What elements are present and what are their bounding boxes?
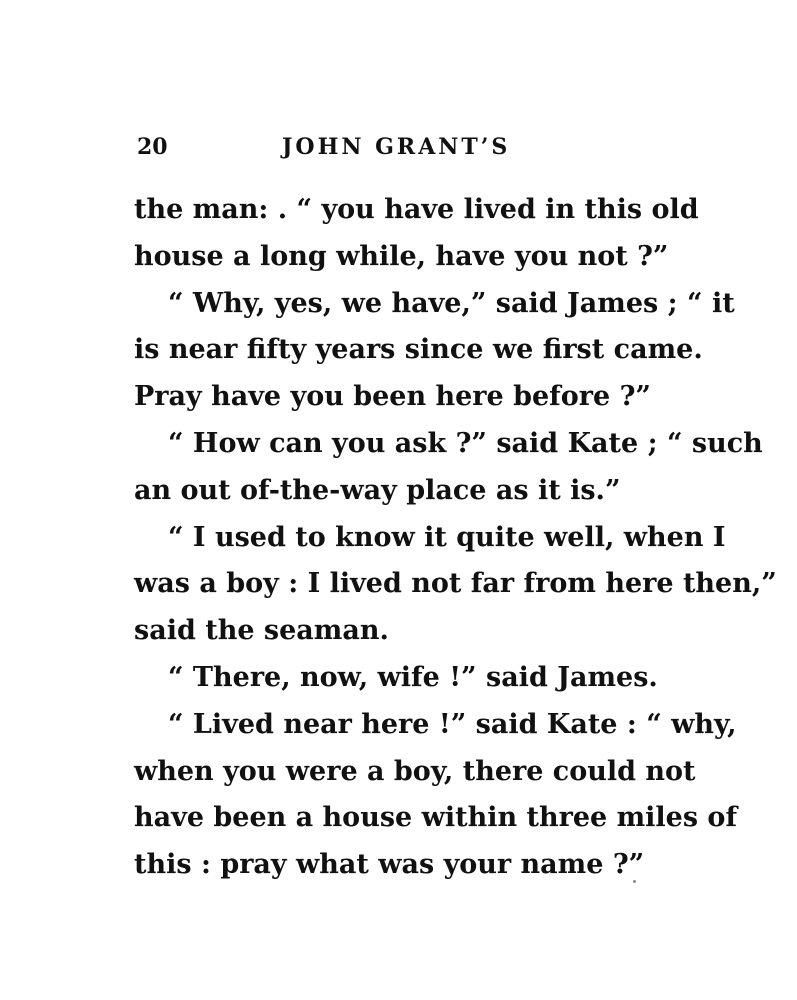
text-line: “ There, now, wife !” said James. bbox=[168, 661, 658, 693]
page-header bbox=[137, 134, 657, 164]
text-line: Pray have you been here before ?” bbox=[134, 381, 651, 413]
text-line: house a long while, have you not ?” bbox=[134, 240, 669, 272]
text-line: was a boy : I lived not far from here then,” bbox=[134, 568, 777, 600]
text-line: “ Why, yes, we have,” said James ; “ it bbox=[168, 287, 735, 319]
text-line: “ Lived near here !” said Kate : “ why, bbox=[168, 708, 737, 740]
text-line: this : pray what was your name ?” bbox=[134, 849, 645, 881]
text-line: when you were a boy, there could not bbox=[134, 755, 696, 787]
page-number: 20 bbox=[137, 134, 168, 160]
text-line: “ I used to know it quite well, when I bbox=[168, 521, 726, 553]
text-line: an out of-the-way place as it is.” bbox=[134, 474, 621, 506]
text-line: have been a house within three miles of bbox=[134, 802, 738, 834]
body-text bbox=[134, 187, 777, 889]
text-line: said the seaman. bbox=[134, 615, 389, 647]
paper-speck bbox=[633, 880, 636, 883]
text-line: is near fifty years since we first came. bbox=[134, 334, 703, 366]
running-title: JOHN GRANT’S bbox=[282, 134, 511, 160]
text-line: “ How can you ask ?” said Kate ; “ such bbox=[168, 427, 763, 459]
text-line: the man: . “ you have lived in this old bbox=[134, 194, 699, 225]
